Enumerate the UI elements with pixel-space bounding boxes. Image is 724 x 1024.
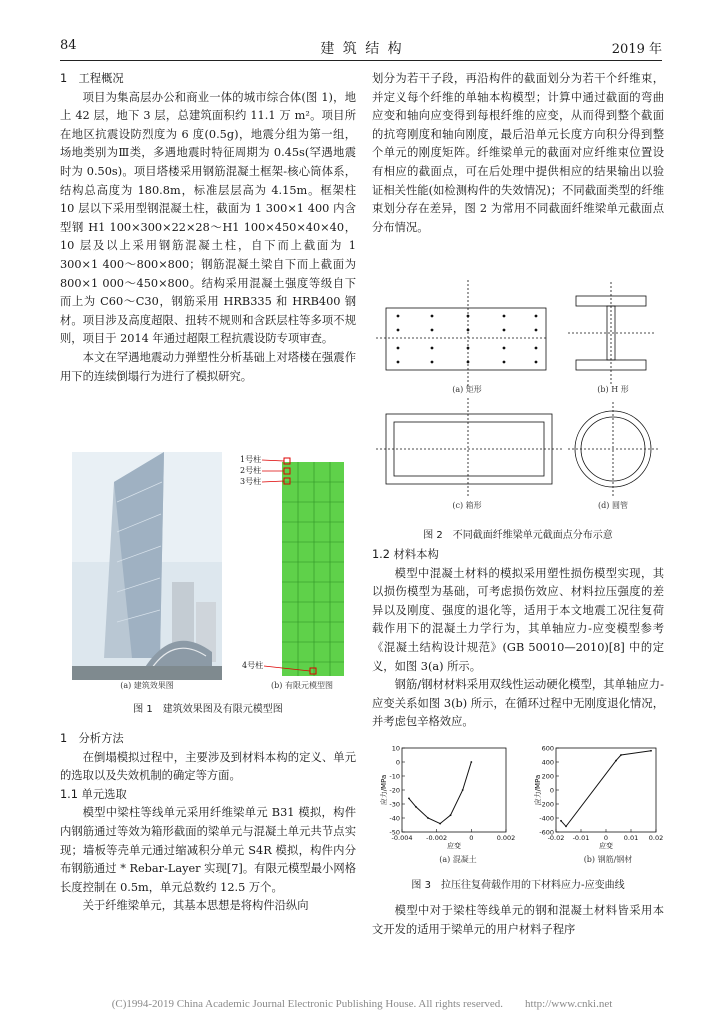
- h-section: [568, 282, 656, 386]
- figure-2d-label: (d) 圆管: [598, 501, 628, 510]
- chart-1-xlabel: 应变: [599, 842, 613, 850]
- figure-3a-label: (a) 混凝土: [439, 855, 477, 864]
- chart-1-ytick-label: -200: [539, 800, 554, 809]
- chart-0-xtick-label: -0.002: [426, 834, 448, 842]
- copyright-footer: (C)1994-2019 China Academic Journal Electronic Publishing House. All rights reserved. http://www.cnki.net: [111, 998, 613, 1010]
- section-1-2-paragraph-1: 模型中混凝土材料的模拟采用塑性损伤模型实现，其以损伤模型为基础，可考虑损伤效应、材料拉压强度的差异以及刚度、强度的退化等，适用于本文地震工况往复荷载作用下的混凝土力学行为，其单轴应力-应变模型参考《混凝土结构设计规范》(GB 50010—2010)[8] 中的定义，如图 3(a) 所示。: [372, 566, 664, 673]
- figure-1-graphic: [72, 452, 354, 692]
- chart-0-point: [470, 761, 472, 763]
- section-1-1-heading: 1.1 单元选取: [60, 787, 127, 801]
- issue-year: 2019 年: [611, 42, 662, 57]
- chart-1-ytick-label: 400: [541, 758, 554, 767]
- figure-1b-label: (b) 有限元模型图: [271, 681, 333, 690]
- chart-1-ylabel: 应力/MPa: [534, 774, 542, 806]
- chart-1-ytick-label: -600: [539, 828, 554, 837]
- figure-2b-label: (b) H 形: [597, 385, 629, 394]
- rect-section-points: [397, 315, 538, 364]
- chart-0-point: [450, 814, 452, 816]
- chart-0-frame: [402, 748, 506, 832]
- header-rule: [60, 60, 662, 61]
- figure-2-caption: 图 2 不同截面纤维梁单元截面点分布示意: [423, 530, 613, 541]
- chart-0-point: [462, 789, 464, 791]
- chart-0-ytick-label: -10: [389, 772, 400, 781]
- figure-2: [372, 278, 664, 518]
- section-1-1-paragraph-2: 关于纤维梁单元，其基本思想是将构件沿纵向: [82, 899, 309, 913]
- chart-0-point: [408, 798, 410, 800]
- section-1-heading: 1 工程概况: [60, 72, 124, 85]
- label-column-2: 2号柱: [240, 466, 262, 475]
- chart-1-series-steel: [561, 751, 651, 827]
- chart-1-point: [615, 760, 617, 762]
- label-column-3: 3号柱: [240, 477, 262, 486]
- chart-0-point: [427, 817, 429, 819]
- chart-1-xtick-label: -0.02: [547, 834, 565, 842]
- chart-0-ylabel: 应力/MPa: [380, 774, 388, 806]
- figure-1-caption: 图 1 建筑效果图及有限元模型图: [133, 704, 283, 715]
- chart-0-series-concrete: [409, 762, 471, 824]
- figure-1: [72, 452, 354, 692]
- chart-1-ytick-label: 600: [541, 744, 554, 753]
- chart-0-xtick-label: 0: [469, 834, 474, 842]
- chart-0-ytick-label: -30: [389, 800, 400, 809]
- chart-1-point: [620, 754, 622, 756]
- fiber-beam-paragraph: 划分为若干子段，再沿构件的截面划分为若干个纤维束，并定义每个纤维的单轴本构模型；计算中通过截面的弯曲应变和轴向应变得到每根纤维的应变，从而得到整个截面的抗弯刚度和轴向刚度，最后沿单元长度方向积分得到整个单元的刚度矩阵。纤维梁单元的截面对应纤维束位置设有相应的截面点，可在后处理中提供相应的结果输出以验证相关性能(如检测构件的失效情况)；不同截面类型的纤维束划分存在差异，图 2 为常用不同截面纤维梁单元截面点分布情况。: [372, 72, 664, 234]
- chart-1-ytick-label: 0: [549, 786, 554, 795]
- building-photo: [72, 452, 222, 680]
- figure-1a-label: (a) 建筑效果图: [120, 681, 174, 690]
- figure-2-graphic: [372, 278, 664, 518]
- section-1-2-heading: 1.2 材料本构: [372, 548, 439, 561]
- chart-1-point: [650, 750, 652, 752]
- tube-section: [568, 402, 658, 496]
- chart-0-ytick-label: -40: [389, 814, 400, 823]
- chart-0-ytick-label: -20: [389, 786, 400, 795]
- chart-0-xtick-label: 0.002: [496, 834, 516, 842]
- chart-1-point: [560, 820, 562, 822]
- label-column-1: 1号柱: [240, 455, 262, 464]
- figure-2a-label: (a) 矩形: [452, 385, 482, 394]
- chart-0-point: [415, 806, 417, 808]
- figure-3b-label: (b) 钢筋/钢材: [583, 855, 633, 864]
- figure-3-graphic: [372, 742, 664, 870]
- rect-section: [376, 280, 548, 388]
- left-column-top: [60, 70, 356, 386]
- chart-1-ytick-label: -400: [539, 814, 554, 823]
- right-column-middle: [372, 546, 664, 732]
- chart-0-ytick-label: 0: [395, 758, 400, 767]
- section-1-2-paragraph-2: 钢筋/钢材材料采用双线性运动硬化模型，其单轴应力-应变关系如图 3(b) 所示，在循环过程中无刚度退化情况，并考虑包辛格效应。: [372, 678, 664, 729]
- right-column-top: [372, 70, 664, 237]
- fe-model: [262, 458, 344, 676]
- section-1-paragraph-1: 项目为集高层办公和商业一体的城市综合体(图 1)，地上 42 层，地下 3 层，总建筑面积约 11.1 万 m²。项目所在地区抗震设防烈度为 6 度(0.5g)，地震分组为第一组，场地类别为Ⅲ类，多遇地震时特征周期为 0.45s(罕遇地震时为 0.50s)。项目塔楼采用钢筋混凝土框架-核心筒体系，结构总高度为 180.8m，标准层层高为 4.15m。框架柱 10 层以下采用型钢混凝土柱，截面为 1 300×1 400 内含型钢 H1 100×300×22×28～H1 100×450×40×40，10 层及以上采用钢筋混凝土柱，自下而上截面为 1 300×1 400～800×800；钢筋混凝土梁自下而上截面为 800×1 000～450×800。结构采用混凝土强度等级自下而上为 C60～C30，钢筋采用 HRB335 和 HRB400 钢材。项目涉及高度超限、扭转不规则和含跃层柱等多项不规则，项目于 2014 年通过超限工程抗震设防专项审查。: [60, 90, 356, 346]
- label-column-4: 4号柱: [242, 661, 264, 670]
- figure-3: [372, 742, 664, 870]
- chart-1-ytick-label: 200: [541, 772, 554, 781]
- section-1-paragraph-2: 本文在罕遇地震动力弹塑性分析基础上对塔楼在强震作用下的连续倒塌行为进行了模拟研究。: [60, 350, 356, 383]
- section-2-heading: 1 分析方法: [60, 732, 124, 745]
- chart-1-xtick-label: 0.01: [623, 834, 639, 842]
- chart-0-point: [439, 823, 441, 825]
- chart-1-xtick-label: 0.02: [648, 834, 664, 842]
- chart-0-xlabel: 应变: [447, 842, 461, 850]
- left-column-bottom: [60, 730, 356, 916]
- right-column-bottom: [372, 902, 664, 939]
- section-1-2-paragraph-3: 模型中对于梁柱等线单元的钢和混凝土材料皆采用本文开发的适用于梁单元的用户材料子程序: [372, 904, 664, 936]
- figure-3-caption: 图 3 拉压往复荷载作用的下材料应力-应变曲线: [411, 880, 625, 891]
- chart-1-xtick-label: 0: [603, 834, 609, 842]
- section-1-1-paragraph-1: 模型中梁柱等线单元采用纤维梁单元 B31 模拟，构件内钢筋通过等效为箱形截面的梁单元与混凝土单元共节点实现；墙板等壳单元通过缩减积分单元 S4R 模拟，构件内分布钢筋通过 * Rebar-Layer 实现[7]。有限元模型最小网格长度控制在 0.5m，单元总数约 12.5 万个。: [60, 806, 356, 894]
- section-2-paragraph-1: 在倒塌模拟过程中，主要涉及到材料本构的定义、单元的选取以及失效机制的确定等方面。: [60, 750, 356, 783]
- chart-1-point: [565, 826, 567, 828]
- journal-title: 建 筑 结 构: [320, 41, 404, 57]
- chart-0-ytick-label: 10: [391, 744, 400, 753]
- chart-0-xtick-label: -0.004: [391, 834, 413, 842]
- box-section: [376, 398, 562, 498]
- page-number: 84: [60, 38, 77, 53]
- chart-1-xtick-label: -0.01: [572, 834, 590, 842]
- chart-0-ytick-label: -50: [389, 828, 400, 837]
- figure-2c-label: (c) 箱形: [452, 501, 482, 510]
